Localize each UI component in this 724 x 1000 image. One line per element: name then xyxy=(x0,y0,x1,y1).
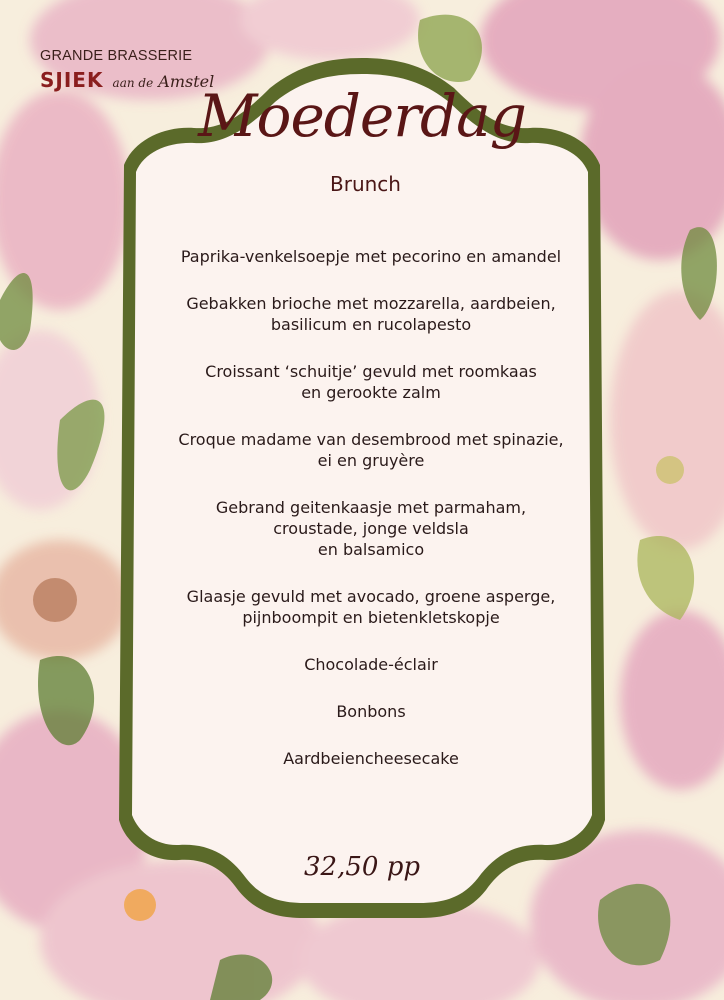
menu-item-line: pijnboompit en bietenkletskopje xyxy=(242,608,500,627)
menu-item xyxy=(130,361,612,403)
menu-item-line: Croque madame van desembrood met spinazie, xyxy=(178,430,564,449)
menu-item-line: Paprika-venkelsoepje met pecorino en amandel xyxy=(180,247,562,266)
menu-item xyxy=(130,429,612,471)
logo-top-text: GRANDE BRASSERIE xyxy=(40,48,193,64)
menu-item-line: basilicum en rucolapesto xyxy=(270,315,472,334)
page-subtitle: Brunch xyxy=(330,172,401,196)
menu-item xyxy=(130,701,612,722)
menu-item-line: Aardbeiencheesecake xyxy=(283,749,459,768)
menu-item xyxy=(130,748,612,769)
logo-aan-de: aan de xyxy=(112,76,154,90)
menu-item xyxy=(130,497,612,560)
logo-brand: SJIEK xyxy=(40,68,104,92)
menu-item xyxy=(130,586,612,628)
page-title: Moederdag xyxy=(198,82,526,150)
logo-amstel: Amstel xyxy=(158,72,215,91)
menu-item-line: Chocolade-éclair xyxy=(304,655,438,674)
menu-item-line: Bonbons xyxy=(336,702,406,721)
menu-item-line: Glaasje gevuld met avocado, groene asperge, xyxy=(186,587,556,606)
menu-item-line: ei en gruyère xyxy=(317,451,425,470)
price: 32,50 pp xyxy=(304,852,420,882)
menu-item-line: Gebakken brioche met mozzarella, aardbeien, xyxy=(186,294,556,313)
menu-item xyxy=(130,293,612,335)
menu-item-line: Gebrand geitenkaasje met parmaham, xyxy=(215,498,527,517)
menu-item-line: en gerookte zalm xyxy=(301,383,441,402)
menu-item-line: Croissant ‘schuitje’ gevuld met roomkaas xyxy=(205,362,537,381)
menu-item xyxy=(130,246,612,267)
menu-item-line: croustade, jonge veldsla xyxy=(273,519,469,538)
menu-list xyxy=(130,246,612,795)
menu-item xyxy=(130,654,612,675)
menu-item-line: en balsamico xyxy=(317,540,425,559)
